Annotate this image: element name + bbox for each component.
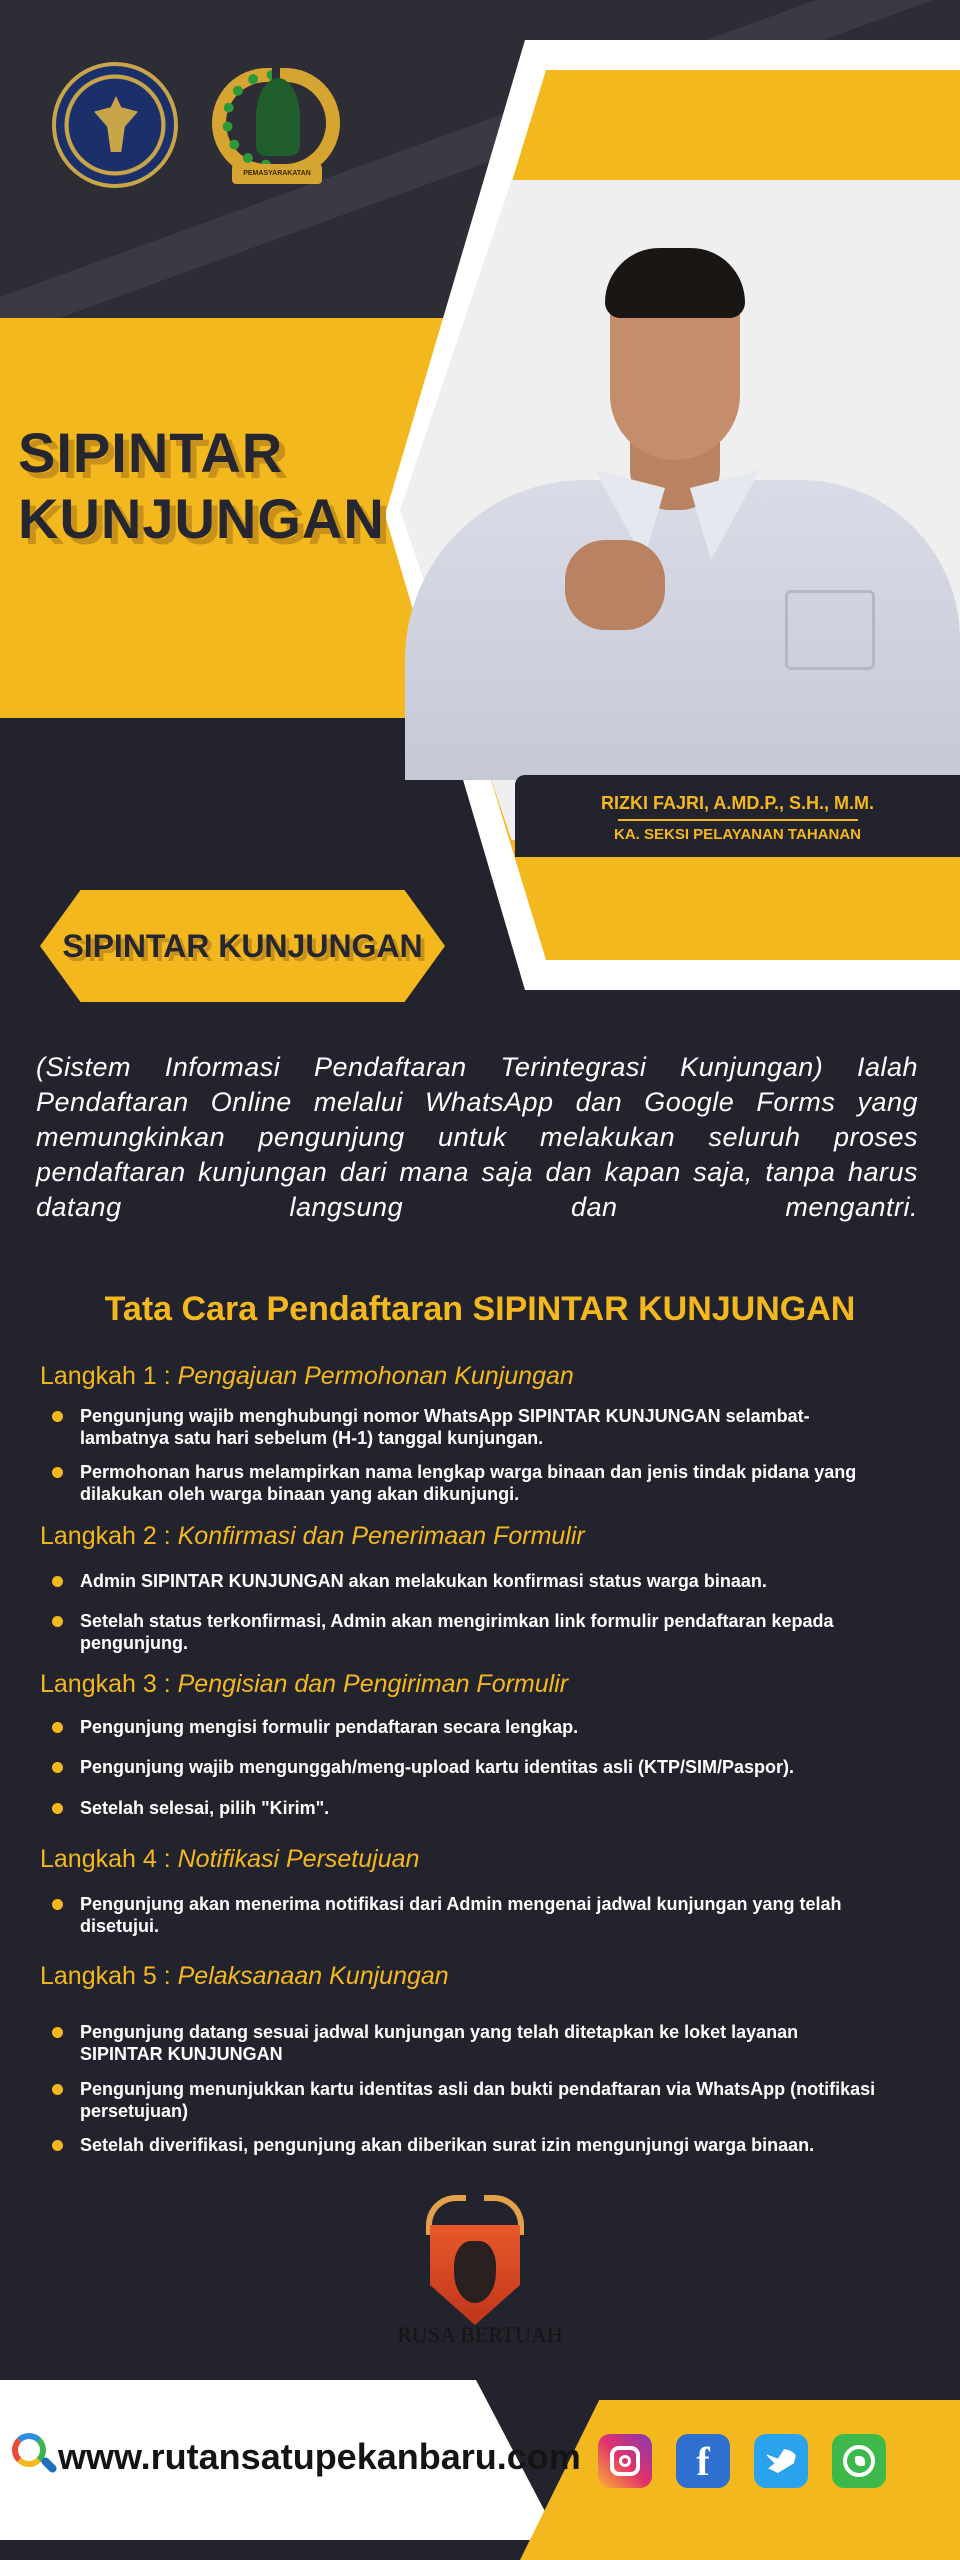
step-3-bullet-3: Setelah selesai, pilih "Kirim".	[80, 1797, 880, 1819]
facebook-icon[interactable]: f	[676, 2434, 730, 2488]
official-photo	[405, 240, 960, 770]
step-2-bullet-1: Admin SIPINTAR KUNJUNGAN akan melakukan konfirmasi status warga binaan.	[80, 1570, 880, 1592]
step-1-heading: Langkah 1 : Pengajuan Permohonan Kunjungan	[40, 1362, 574, 1390]
step-3-heading: Langkah 3 : Pengisian dan Pengiriman Formulir	[40, 1670, 569, 1698]
step-4-heading: Langkah 4 : Notifikasi Persetujuan	[40, 1845, 420, 1873]
name-divider	[618, 819, 858, 821]
section-badge-label: SIPINTAR KUNJUNGAN	[62, 928, 423, 964]
step-2-bullet-2: Setelah status terkonfirmasi, Admin akan mengirimkan link formulir pendaftaran kepada pengunjung.	[80, 1610, 880, 1654]
instagram-icon[interactable]	[598, 2434, 652, 2488]
step-5-heading: Langkah 5 : Pelaksanaan Kunjungan	[40, 1962, 449, 1990]
official-role: KA. SEKSI PELAYANAN TAHANAN	[614, 826, 861, 843]
intro-paragraph: (Sistem Informasi Pendaftaran Terintegrasi Kunjungan) Ialah Pendaftaran Online melalui WhatsApp dan Google Forms yang memungkinkan pengunjung untuk melakukan seluruh proses pendaftaran kunjungan dari mana saja dan kapan saja, tanpa harus datang langsung dan mengantri.	[36, 1052, 918, 1222]
rusa-bertuah-emblem	[420, 2195, 530, 2325]
hero-title-line1: SIPINTAR	[18, 421, 284, 484]
step-4-bullet-1: Pengunjung akan menerima notifikasi dari Admin mengenai jadwal kunjungan yang telah disetujui.	[80, 1893, 880, 1937]
twitter-icon[interactable]	[754, 2434, 808, 2488]
official-name: RIZKI FAJRI, A.MD.P., S.H., M.M.	[600, 793, 875, 813]
step-5-bullet-3: Setelah diverifikasi, pengunjung akan diberikan surat izin mengunjungi warga binaan.	[80, 2134, 880, 2156]
pemasyarakatan-banner: PEMASYARAKATAN	[232, 164, 322, 184]
step-3-bullet-1: Pengunjung mengisi formulir pendaftaran secara lengkap.	[80, 1716, 880, 1738]
step-1-bullet-2: Permohonan harus melampirkan nama lengkap warga binaan dan jenis tindak pidana yang dilakukan oleh warga binaan yang akan dikunjungi.	[80, 1461, 880, 1505]
step-1-bullet-1: Pengunjung wajib menghubungi nomor WhatsApp SIPINTAR KUNJUNGAN selambat-lambatnya satu hari sebelum (H-1) tanggal kunjungan.	[80, 1405, 880, 1449]
garuda-icon	[94, 96, 138, 152]
step-3-bullet-2: Pengunjung wajib mengunggah/meng-upload kartu identitas asli (KTP/SIM/Paspor).	[80, 1756, 880, 1778]
hero-title	[18, 420, 385, 552]
website-link[interactable]: www.rutansatupekanbaru.com	[58, 2436, 581, 2477]
emblem-label: RUSA BERTUAH	[397, 2322, 563, 2347]
step-5-bullet-1: Pengunjung datang sesuai jadwal kunjungan yang telah ditetapkan ke loket layanan SIPINTAR KUNJUNGAN	[80, 2021, 880, 2065]
steps-title: Tata Cara Pendaftaran SIPINTAR KUNJUNGAN	[104, 1290, 856, 1328]
step-2-heading: Langkah 2 : Konfirmasi dan Penerimaan Formulir	[40, 1522, 585, 1550]
deer-head-icon	[454, 2241, 496, 2303]
step-5-bullet-2: Pengunjung menunjukkan kartu identitas asli dan bukti pendaftaran via WhatsApp (notifikasi persetujuan)	[80, 2078, 880, 2122]
whatsapp-icon[interactable]	[832, 2434, 886, 2488]
hero-title-line2: KUNJUNGAN	[18, 487, 385, 550]
official-name-plate	[515, 775, 960, 857]
kementerian-logo	[52, 62, 178, 188]
pemasyarakatan-logo	[206, 60, 346, 192]
search-icon	[12, 2433, 56, 2477]
